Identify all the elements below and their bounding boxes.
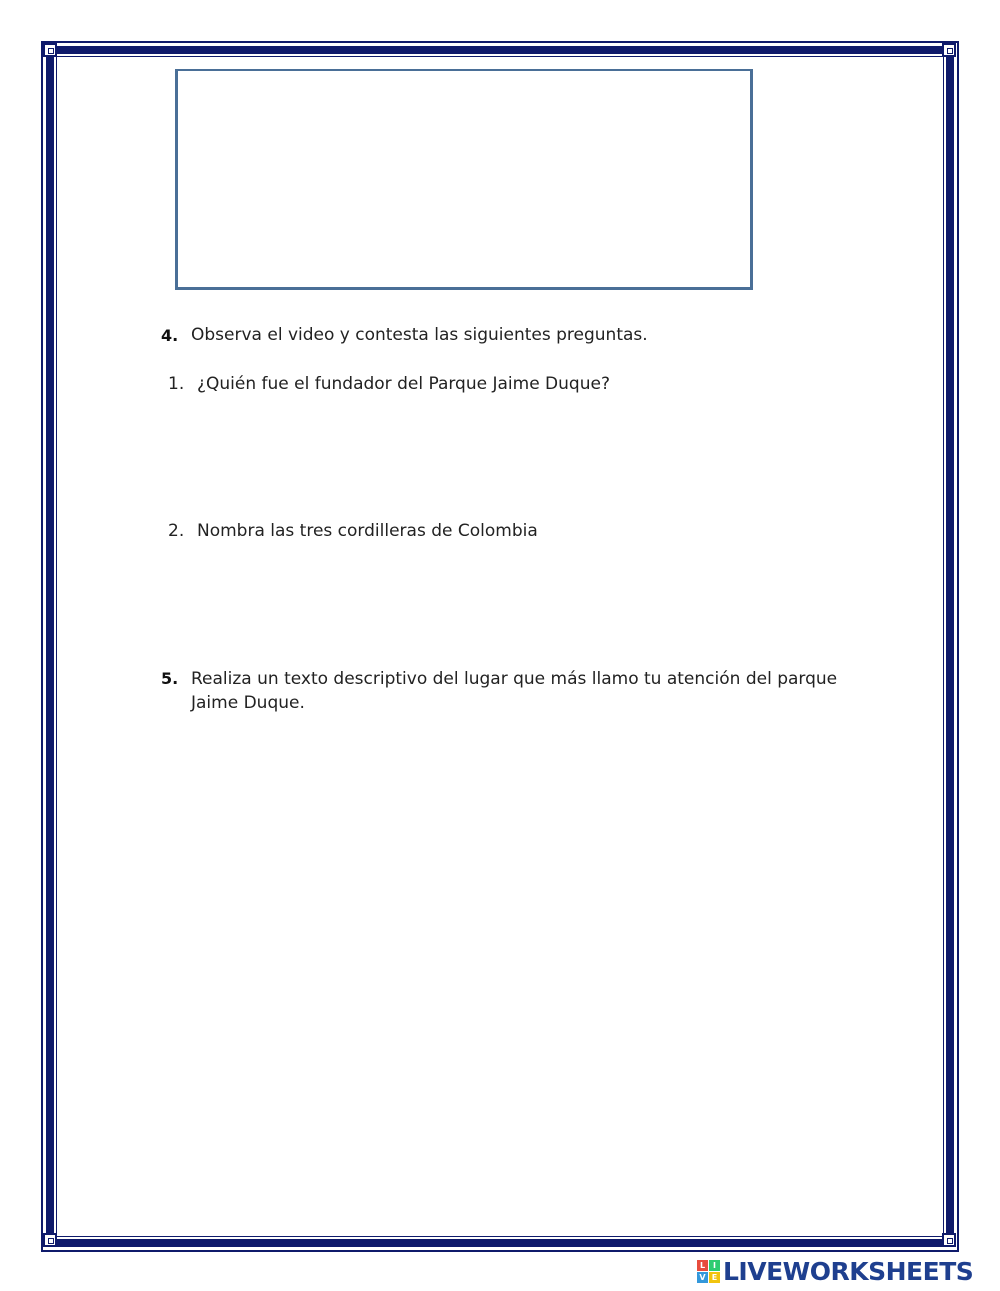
border-corner-top-right	[942, 43, 956, 57]
sub-question-1-text: ¿Quién fue el fundador del Parque Jaime Duque?	[197, 374, 610, 394]
question-4-prompt: Observa el video y contesta las siguientes preguntas.	[191, 325, 648, 345]
border-corner-bottom-right	[942, 1233, 956, 1247]
liveworksheets-logo-icon	[697, 1260, 720, 1283]
logo-letter: V	[697, 1272, 708, 1283]
brand-name: LIVEWORKSHEETS	[723, 1256, 974, 1286]
question-5-number: 5.	[161, 669, 179, 688]
question-4-number: 4.	[161, 326, 179, 345]
sub-question-2-text: Nombra las tres cordilleras de Colombia	[197, 521, 538, 541]
logo-letter: I	[709, 1260, 720, 1271]
logo-letter: E	[709, 1272, 720, 1283]
sub-question-2-number: 2.	[168, 521, 185, 541]
video-embed-box[interactable]	[175, 69, 753, 290]
question-5-prompt: Realiza un texto descriptivo del lugar que más llamo tu atención del parque Jaime Duque.	[191, 669, 838, 713]
border-corner-bottom-left	[43, 1233, 57, 1247]
logo-letter: L	[697, 1260, 708, 1271]
sub-question-1-number: 1.	[168, 374, 185, 394]
border-corner-top-left	[43, 43, 57, 57]
liveworksheets-brand	[697, 1256, 973, 1286]
